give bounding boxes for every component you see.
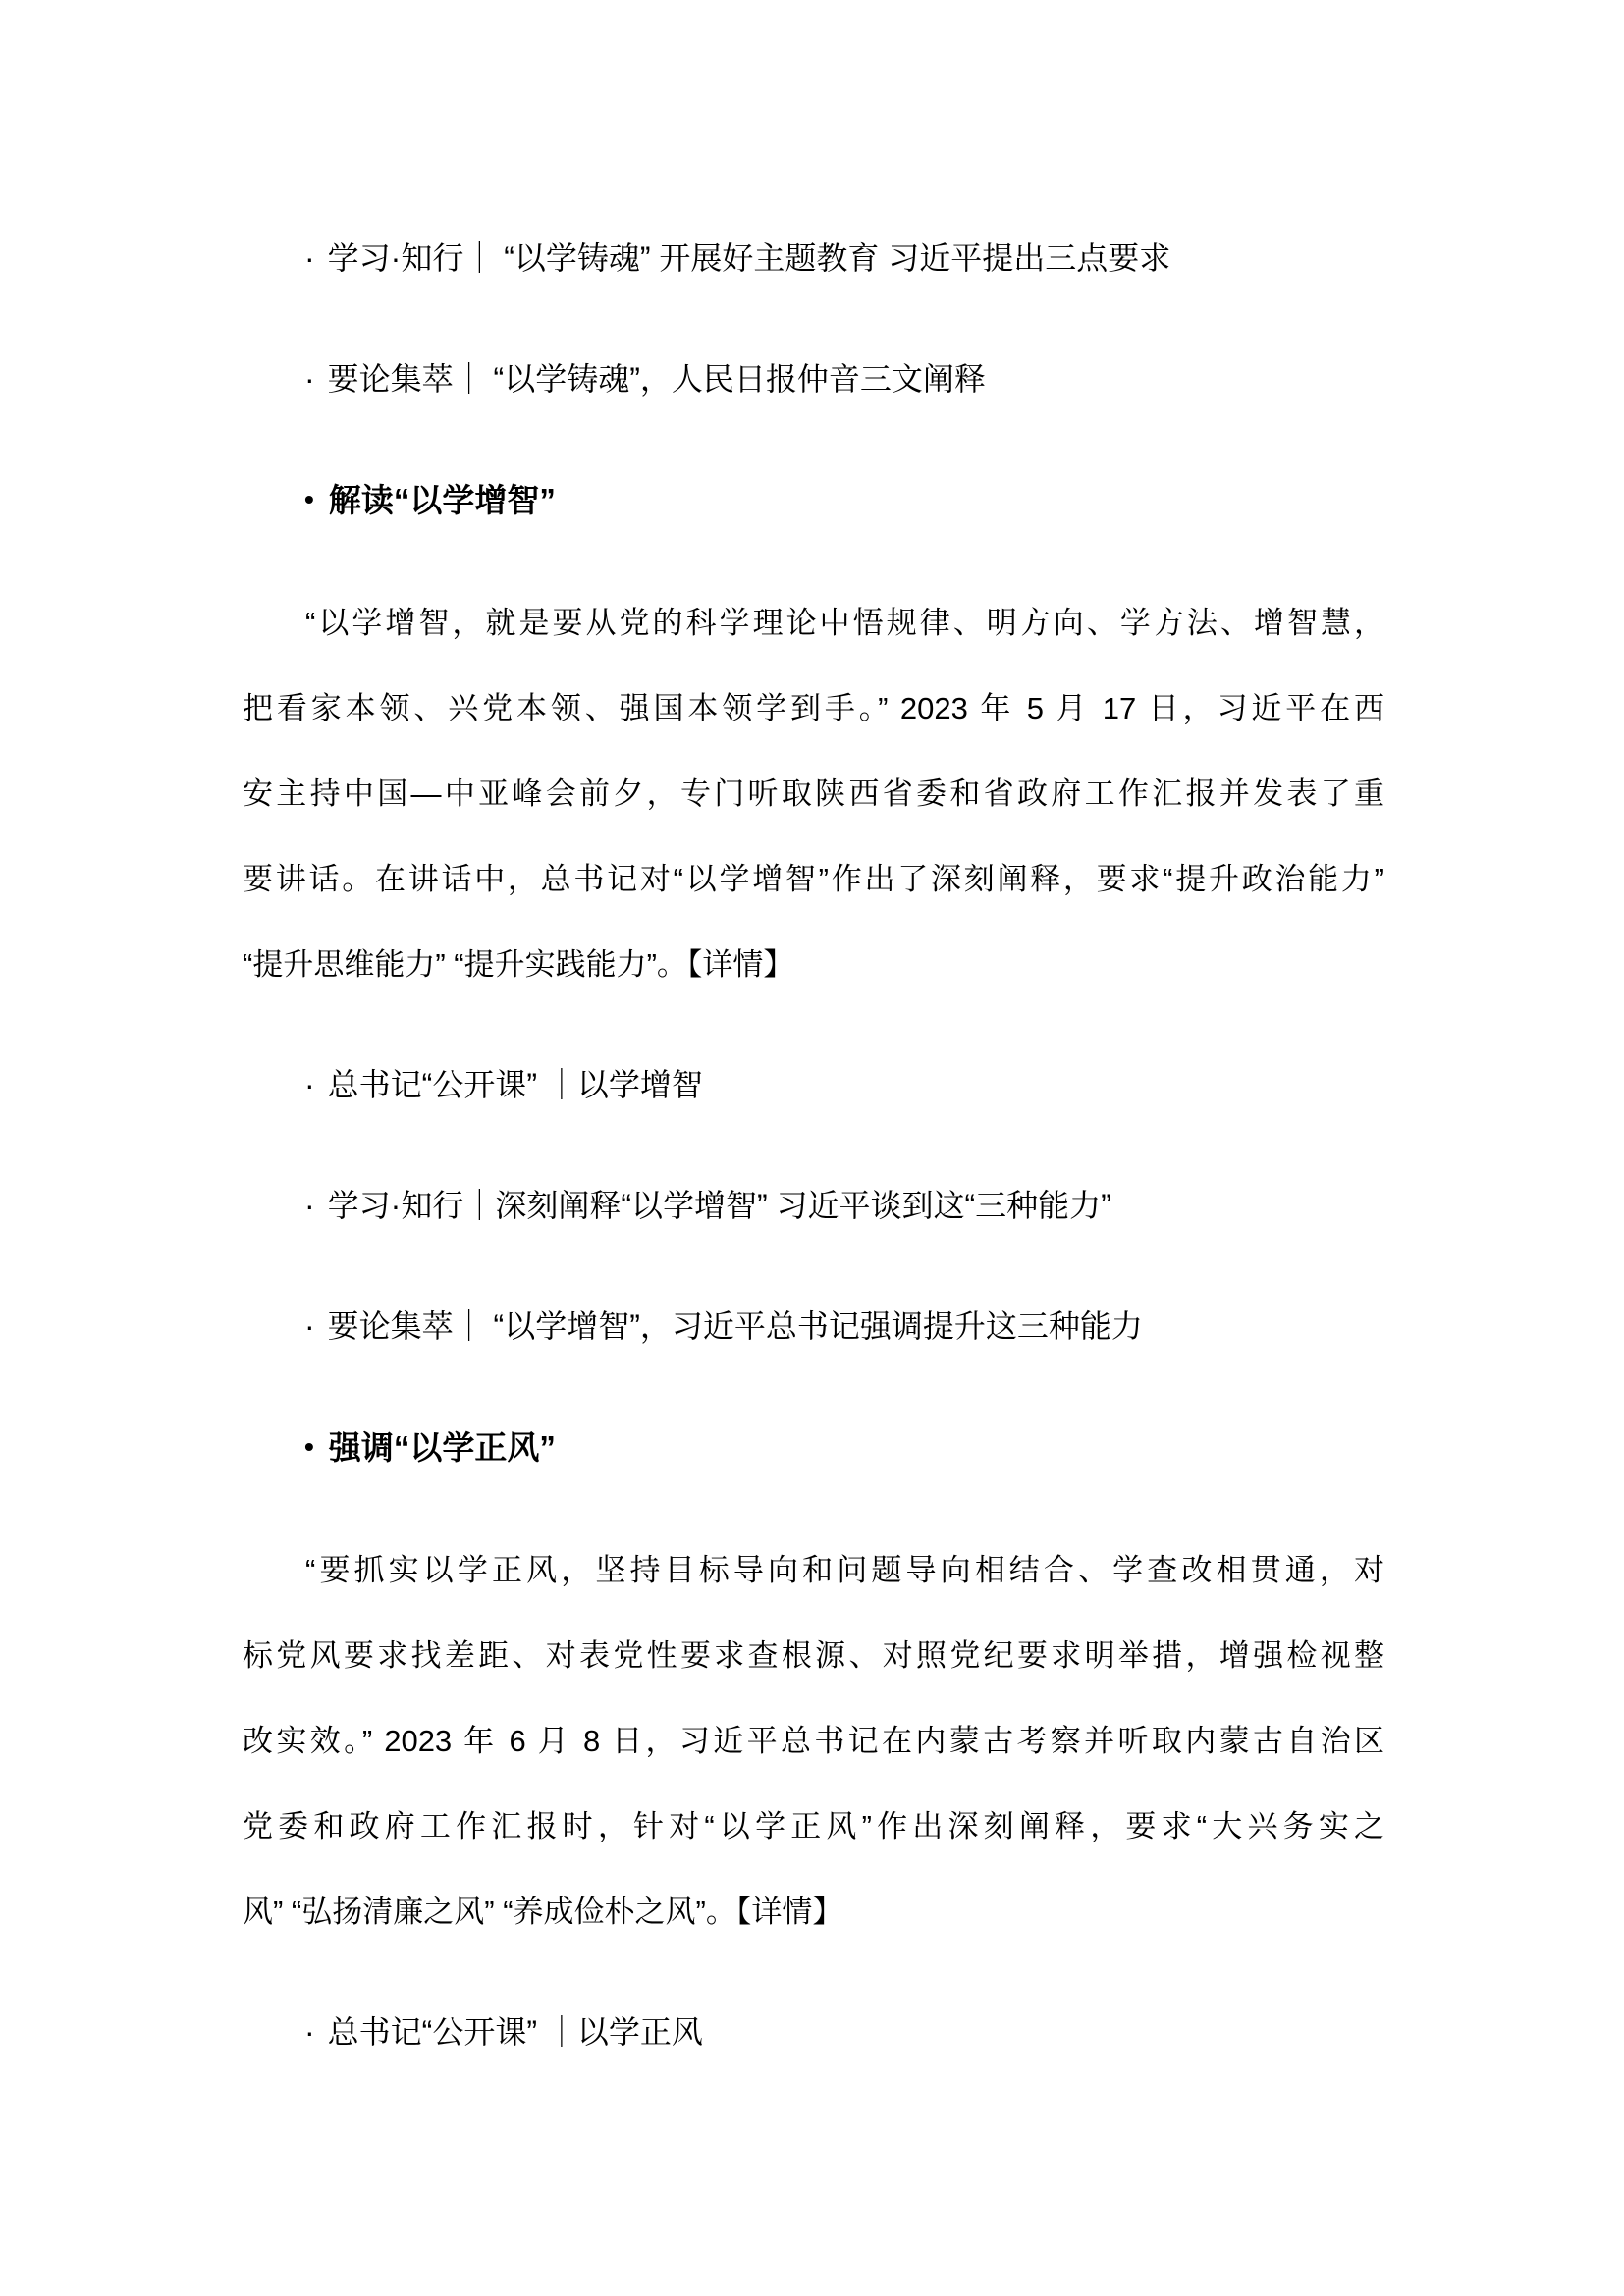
article-link-item[interactable] xyxy=(304,1163,1384,1249)
bullet-icon: · xyxy=(304,1188,315,1223)
article-link-item[interactable] xyxy=(304,337,1384,422)
paragraph-line: 安主持中国—中亚峰会前夕，专门听取陕西省委和省政府工作汇报并发表了重 xyxy=(243,776,1384,811)
bullet-icon: · xyxy=(304,240,315,276)
body-paragraph xyxy=(243,1527,1384,1954)
paragraph-line: 把看家本领、兴党本领、强国本领学到手。” 2023 年 5 月 17 日，习近平在西 xyxy=(243,691,1384,725)
section-heading xyxy=(304,457,1384,545)
paragraph-line xyxy=(243,1869,1384,1954)
paragraph-line: 党委和政府工作汇报时，针对“以学正风”作出深刻阐释，要求“大兴务实之 xyxy=(243,1809,1384,1843)
heading-bullet-icon: • xyxy=(304,1431,314,1462)
paragraph-line: 要讲话。在讲话中，总书记对“以学增智”作出了深刻阐释，要求“提升政治能力” xyxy=(243,862,1384,896)
paragraph-line-text: “提升思维能力” “提升实践能力”。 xyxy=(243,947,687,982)
section-heading-text: 强调“以学正风” xyxy=(328,1429,556,1466)
article-link-text: 总书记“公开课” ｜以学增智 xyxy=(327,1067,703,1102)
section-heading xyxy=(304,1405,1384,1492)
body-paragraph xyxy=(243,580,1384,1007)
article-link-item[interactable] xyxy=(304,1284,1384,1369)
paragraph-line xyxy=(243,922,1384,1007)
paragraph-line: “以学增智，就是要从党的科学理论中悟规律、明方向、学方法、增智慧， xyxy=(305,606,1384,640)
paragraph-line: “要抓实以学正风，坚持目标导向和问题导向相结合、学查改相贯通，对 xyxy=(305,1553,1384,1587)
article-link-text: 要论集萃｜ “以学增智”，习近平总书记强调提升这三种能力 xyxy=(327,1308,1143,1344)
article-link-text: 总书记“公开课” ｜以学正风 xyxy=(327,2014,703,2050)
article-link-item[interactable] xyxy=(304,1990,1384,2075)
article-link-item[interactable] xyxy=(304,216,1384,301)
document-body xyxy=(243,216,1384,2110)
paragraph-line: 标党风要求找差距、对表党性要求查根源、对照党纪要求明举措，增强检视整 xyxy=(243,1638,1384,1673)
article-link-item[interactable] xyxy=(304,1042,1384,1128)
bullet-icon: · xyxy=(304,1308,315,1344)
bullet-icon: · xyxy=(304,2014,315,2050)
bullet-icon: · xyxy=(304,361,315,397)
section-heading-text: 解读“以学增智” xyxy=(328,482,556,518)
paragraph-line: 改实效。” 2023 年 6 月 8 日，习近平总书记在内蒙古考察并听取内蒙古自治区 xyxy=(243,1724,1384,1758)
bullet-icon: · xyxy=(304,1067,315,1102)
paragraph-line-text: 风” “弘扬清廉之风” “养成俭朴之风”。 xyxy=(243,1895,736,1929)
article-link-text: 要论集萃｜ “以学铸魂”，人民日报仲音三文阐释 xyxy=(327,361,986,397)
details-link[interactable]: 【详情】 xyxy=(735,1895,843,1929)
article-link-text: 学习·知行｜ “以学铸魂” 开展好主题教育 习近平提出三点要求 xyxy=(327,240,1171,276)
details-link[interactable]: 【详情】 xyxy=(686,947,794,982)
heading-bullet-icon: • xyxy=(304,484,314,514)
article-link-text: 学习·知行｜深刻阐释“以学增智” 习近平谈到这“三种能力” xyxy=(327,1188,1111,1223)
